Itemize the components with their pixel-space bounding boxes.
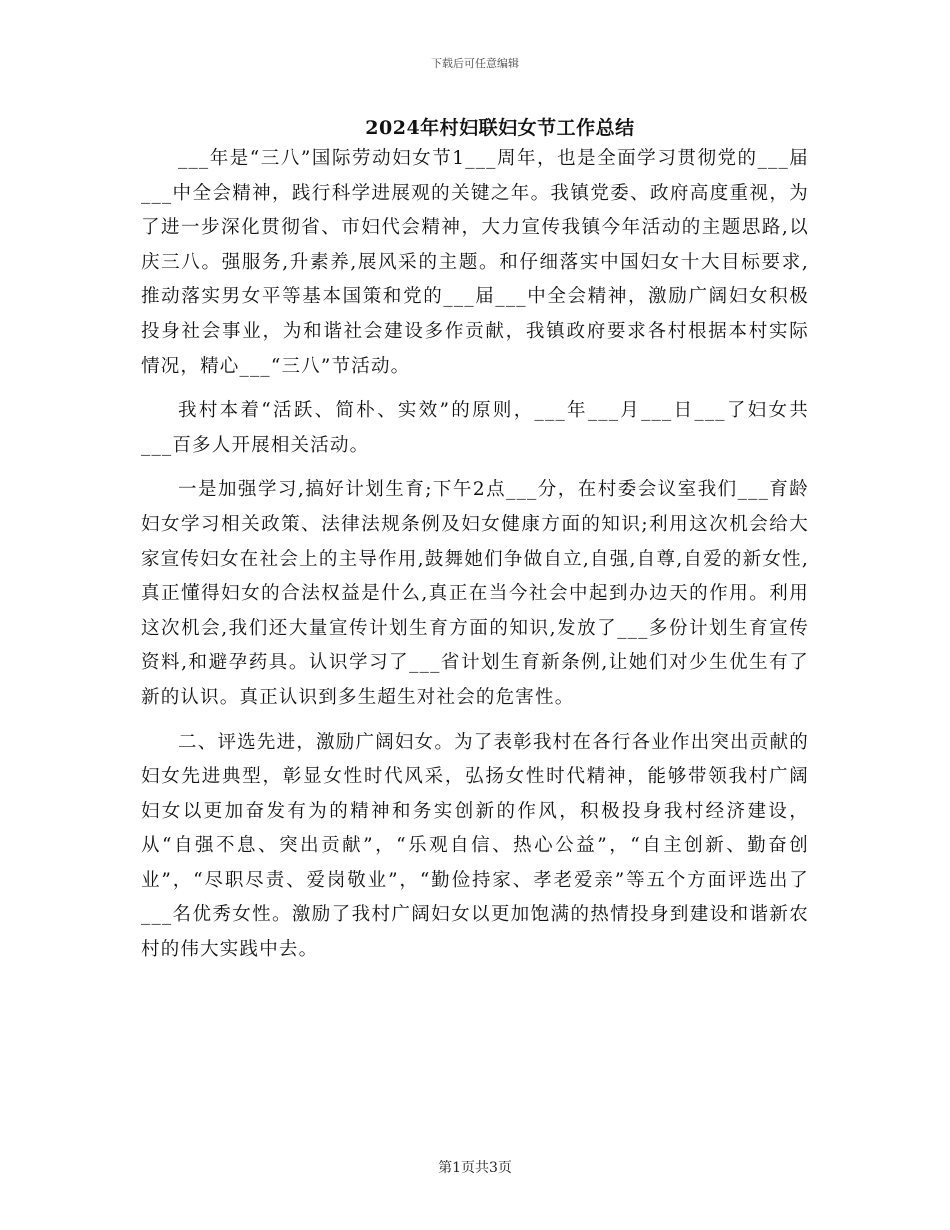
paragraph: 二、评选先进，激励广阔妇女。为了表彰我村在各行各业作出突出贡献的妇女先进典型，彰显女性时代风采，弘扬女性时代精神，能够带领我村广阔妇女以更加奋发有为的精神和务实创新的作风，积极投身我村经济建设，从“自强不息、突出贡献”，“乐观自信、热心公益”，“自主创新、勤奋创业”，“尽职尽责、爱岗敬业”，“勤俭持家、孝老爱亲”等五个方面评选出了___名优秀女性。激励了我村广阔妇女以更加饱满的热情投身到建设和谐新农村的伟大实践中去。 xyxy=(141,731,809,961)
paragraph: 我村本着“活跃、简朴、实效”的原则，___年___月___日___了妇女共___百多人开展相关活动。 xyxy=(141,400,809,456)
document-body xyxy=(141,142,809,978)
header-note: 下载后可任意编辑 xyxy=(431,57,519,70)
document-title: 2024年村妇联妇女节工作总结 xyxy=(365,117,635,139)
paragraph: 一是加强学习,搞好计划生育;下午2点___分，在村委会议室我们___育龄妇女学习相关政策、法律法规条例及妇女健康方面的知识;利用这次机会给大家宣传妇女在社会上的主导作用,鼓舞她们争做自立,自强,自尊,自爱的新女性,真正懂得妇女的合法权益是什么,真正在当今社会中起到办边天的作用。利用这次机会,我们还大量宣传计划生育方面的知识,发放了___多份计划生育宣传资料,和避孕药具。认识学习了___省计划生育新条例,让她们对少生优生有了新的认识。真正认识到多生超生对社会的危害性。 xyxy=(141,479,809,708)
paragraph: ___年是“三八”国际劳动妇女节1___周年，也是全面学习贯彻党的___届___中全会精神，践行科学进展观的关键之年。我镇党委、政府高度重视，为了进一步深化贯彻省、市妇代会精神，大力宣传我镇今年活动的主题思路,以庆三八。强服务,升素养,展风采的主题。和仔细落实中国妇女十大目标要求,推动落实男女平等基本国策和党的___届___中全会精神，激励广阔妇女积极投身社会事业，为和谐社会建设多作贡献，我镇政府要求各村根据本村实际情况，精心___“三八”节活动。 xyxy=(141,148,809,377)
page-number: 第1页共3页 xyxy=(438,1160,512,1176)
